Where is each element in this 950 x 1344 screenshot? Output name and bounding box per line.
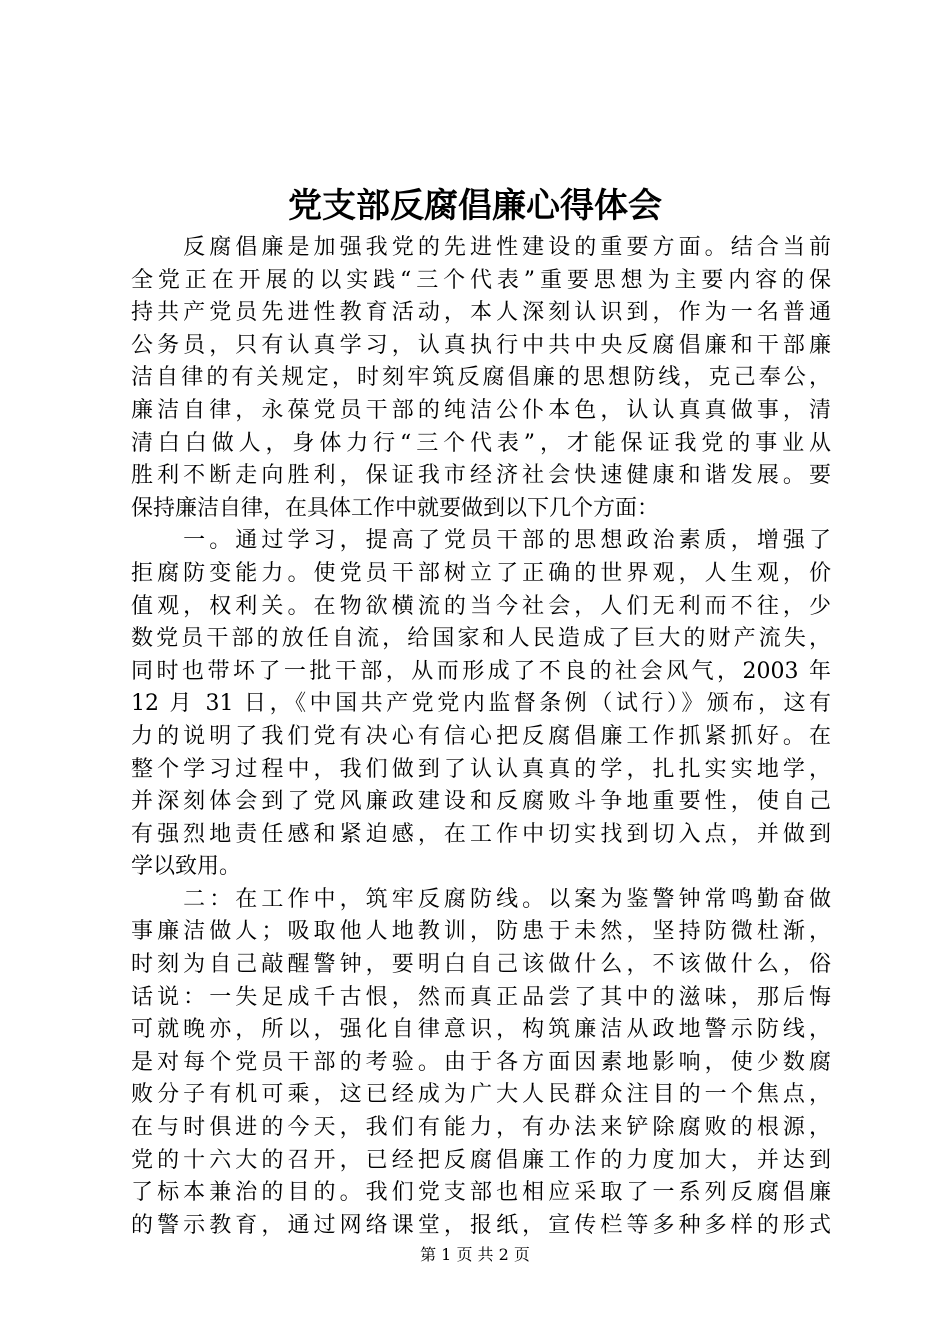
body-line: 值观，权利关。在物欲横流的当今社会，人们无利而不往，少 — [131, 593, 831, 619]
body-line: 时刻为自己敲醒警钟，要明白自己该做什么，不该做什么，俗 — [131, 952, 831, 978]
body-line: 二：在工作中，筑牢反腐防线。以案为鉴警钟常鸣勤奋做 — [131, 886, 831, 912]
body-line: 了标本兼治的目的。我们党支部也相应采取了一系列反腐倡廉 — [131, 1180, 831, 1206]
document-title: 党支部反腐倡廉心得体会 — [288, 186, 662, 226]
body-line: 事廉洁做人；吸取他人地教训，防患于未然，坚持防微杜渐， — [131, 919, 831, 945]
body-line: 败分子有机可乘，这已经成为广大人民群众注目的一个焦点， — [131, 1082, 831, 1108]
body-line: 的警示教育，通过网络课堂，报纸，宣传栏等多种多样的形式 — [131, 1212, 831, 1238]
page-footer: 第 1 页 共 2 页 — [420, 1245, 530, 1264]
body-line: 洁自律的有关规定，时刻牢筑反腐倡廉的思想防线，克己奉公， — [131, 365, 831, 391]
body-line: 在与时俱进的今天，我们有能力，有办法来铲除腐败的根源， — [131, 1115, 831, 1141]
body-line: 是对每个党员干部的考验。由于各方面因素地影响，使少数腐 — [131, 1049, 831, 1075]
body-line: 力的说明了我们党有决心有信心把反腐倡廉工作抓紧抓好。在 — [131, 723, 831, 749]
document-body — [131, 232, 831, 1242]
body-line: 同时也带坏了一批干部，从而形成了不良的社会风气，2003 年 — [131, 658, 831, 684]
body-line: 并深刻体会到了党风廉政建设和反腐败斗争地重要性，使自己 — [131, 789, 831, 815]
body-line: 整个学习过程中，我们做到了认认真真的学，扎扎实实地学， — [131, 756, 831, 782]
body-line: 廉洁自律，永葆党员干部的纯洁公仆本色，认认真真做事，清 — [131, 397, 831, 423]
body-line: 全党正在开展的以实践“三个代表”重要思想为主要内容的保 — [131, 267, 831, 293]
body-line: 学以致用。 — [131, 854, 242, 880]
body-line: 一。通过学习，提高了党员干部的思想政治素质，增强了 — [131, 528, 831, 554]
body-line: 拒腐防变能力。使党员干部树立了正确的世界观，人生观，价 — [131, 560, 831, 586]
body-line: 话说：一失足成千古恨，然而真正品尝了其中的滋味，那后悔 — [131, 984, 831, 1010]
body-line: 公务员，只有认真学习，认真执行中共中央反腐倡廉和干部廉 — [131, 332, 831, 358]
body-line: 有强烈地责任感和紧迫感，在工作中切实找到切入点，并做到 — [131, 821, 831, 847]
body-line: 党的十六大的召开，已经把反腐倡廉工作的力度加大，并达到 — [131, 1147, 831, 1173]
body-line: 12 月 31 日，《中国共产党党内监督条例（试行）》颁布，这有 — [131, 691, 831, 717]
body-line: 可就晚亦，所以，强化自律意识，构筑廉洁从政地警示防线， — [131, 1017, 831, 1043]
body-line: 持共产党员先进性教育活动，本人深刻认识到，作为一名普通 — [131, 300, 831, 326]
body-line: 保持廉洁自律，在具体工作中就要做到以下几个方面： — [131, 495, 660, 521]
body-line: 数党员干部的放任自流，给国家和人民造成了巨大的财产流失， — [131, 626, 831, 652]
body-line: 清白白做人，身体力行“三个代表”，才能保证我党的事业从 — [131, 430, 831, 456]
body-line: 反腐倡廉是加强我党的先进性建设的重要方面。结合当前 — [131, 235, 831, 260]
body-line: 胜利不断走向胜利，保证我市经济社会快速健康和谐发展。要 — [131, 463, 831, 489]
